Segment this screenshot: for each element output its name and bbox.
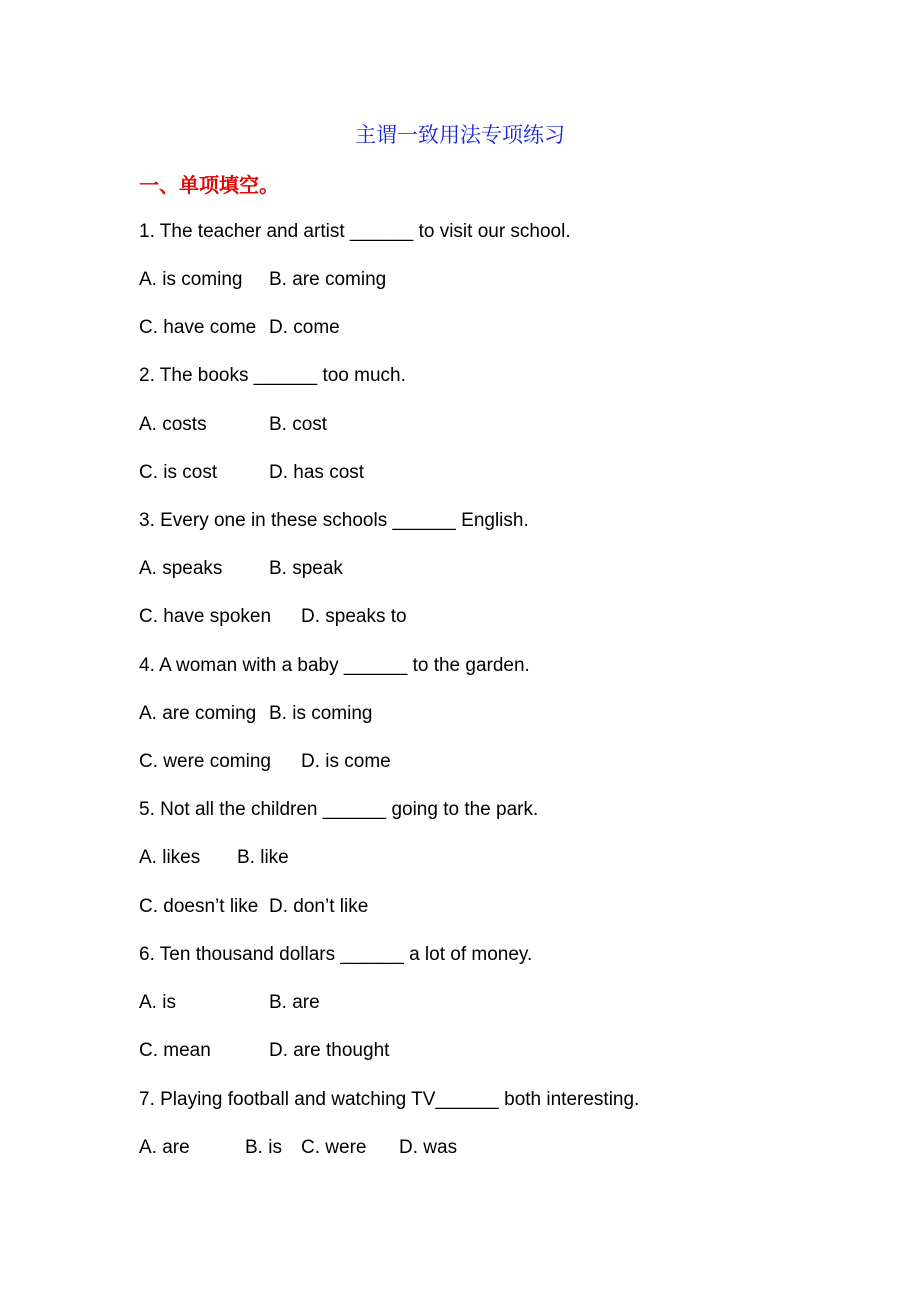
question-4-option-d: D. is come — [301, 751, 391, 772]
question-4-options-row-1 — [139, 700, 373, 728]
question-5-option-d: D. don’t like — [269, 896, 369, 917]
question-4-stem: 4. A woman with a baby ______ to the garden. — [139, 655, 530, 676]
question-5-option-c: C. doesn’t like — [139, 896, 259, 917]
question-2-option-d: D. has cost — [269, 462, 365, 483]
question-2-options-row-2 — [139, 459, 365, 487]
question-7-options-row-1 — [139, 1134, 458, 1162]
question-3-option-c: C. have spoken — [139, 606, 272, 627]
question-2-option-a: A. costs — [139, 414, 207, 435]
question-2-options-row-1 — [139, 411, 328, 439]
question-3-option-d: D. speaks to — [301, 606, 407, 627]
question-7-option-a: A. are — [139, 1137, 190, 1158]
question-1-options-row-1 — [139, 266, 387, 294]
question-3-option-b: B. speak — [269, 558, 343, 579]
question-3-options-row-2 — [139, 603, 407, 631]
question-5-option-a: A. likes — [139, 847, 201, 868]
question-5-options-row-2 — [139, 893, 369, 921]
question-1-option-b: B. are coming — [269, 269, 387, 290]
question-7-option-b: B. is — [245, 1137, 282, 1158]
question-4-option-a: A. are coming — [139, 703, 257, 724]
question-2-option-b: B. cost — [269, 414, 328, 435]
question-7-option-d: D. was — [399, 1137, 458, 1158]
question-3-stem: 3. Every one in these schools ______ English. — [139, 510, 529, 531]
question-6-option-b: B. are — [269, 992, 320, 1013]
question-6-option-a: A. is — [139, 992, 176, 1013]
question-4-option-b: B. is coming — [269, 703, 373, 724]
question-1-option-a: A. is coming — [139, 269, 243, 290]
page-title: 主谓一致用法专项练习 — [355, 123, 565, 147]
question-5-options-row-1 — [139, 844, 289, 872]
question-2-option-c: C. is cost — [139, 462, 218, 483]
question-6-option-d: D. are thought — [269, 1040, 390, 1061]
question-3-options-row-1 — [139, 555, 343, 583]
question-6-option-c: C. mean — [139, 1040, 211, 1061]
question-6-options-row-1 — [139, 989, 320, 1017]
question-1-options-row-2 — [139, 314, 340, 342]
question-7-stem: 7. Playing football and watching TV______ both interesting. — [139, 1089, 640, 1110]
question-4-options-row-2 — [139, 748, 391, 776]
question-4-option-c: C. were coming — [139, 751, 271, 772]
section-heading: 一、单项填空。 — [139, 173, 279, 197]
question-6-stem: 6. Ten thousand dollars ______ a lot of money. — [139, 944, 533, 965]
question-5-stem: 5. Not all the children ______ going to the park. — [139, 799, 539, 820]
question-1-stem: 1. The teacher and artist ______ to visit our school. — [139, 221, 571, 242]
question-2-stem: 2. The books ______ too much. — [139, 365, 406, 386]
question-3-option-a: A. speaks — [139, 558, 223, 579]
question-1-option-d: D. come — [269, 317, 340, 338]
question-5-option-b: B. like — [237, 847, 289, 868]
question-1-option-c: C. have come — [139, 317, 257, 338]
question-7-option-c: C. were — [301, 1137, 367, 1158]
question-6-options-row-2 — [139, 1037, 390, 1065]
